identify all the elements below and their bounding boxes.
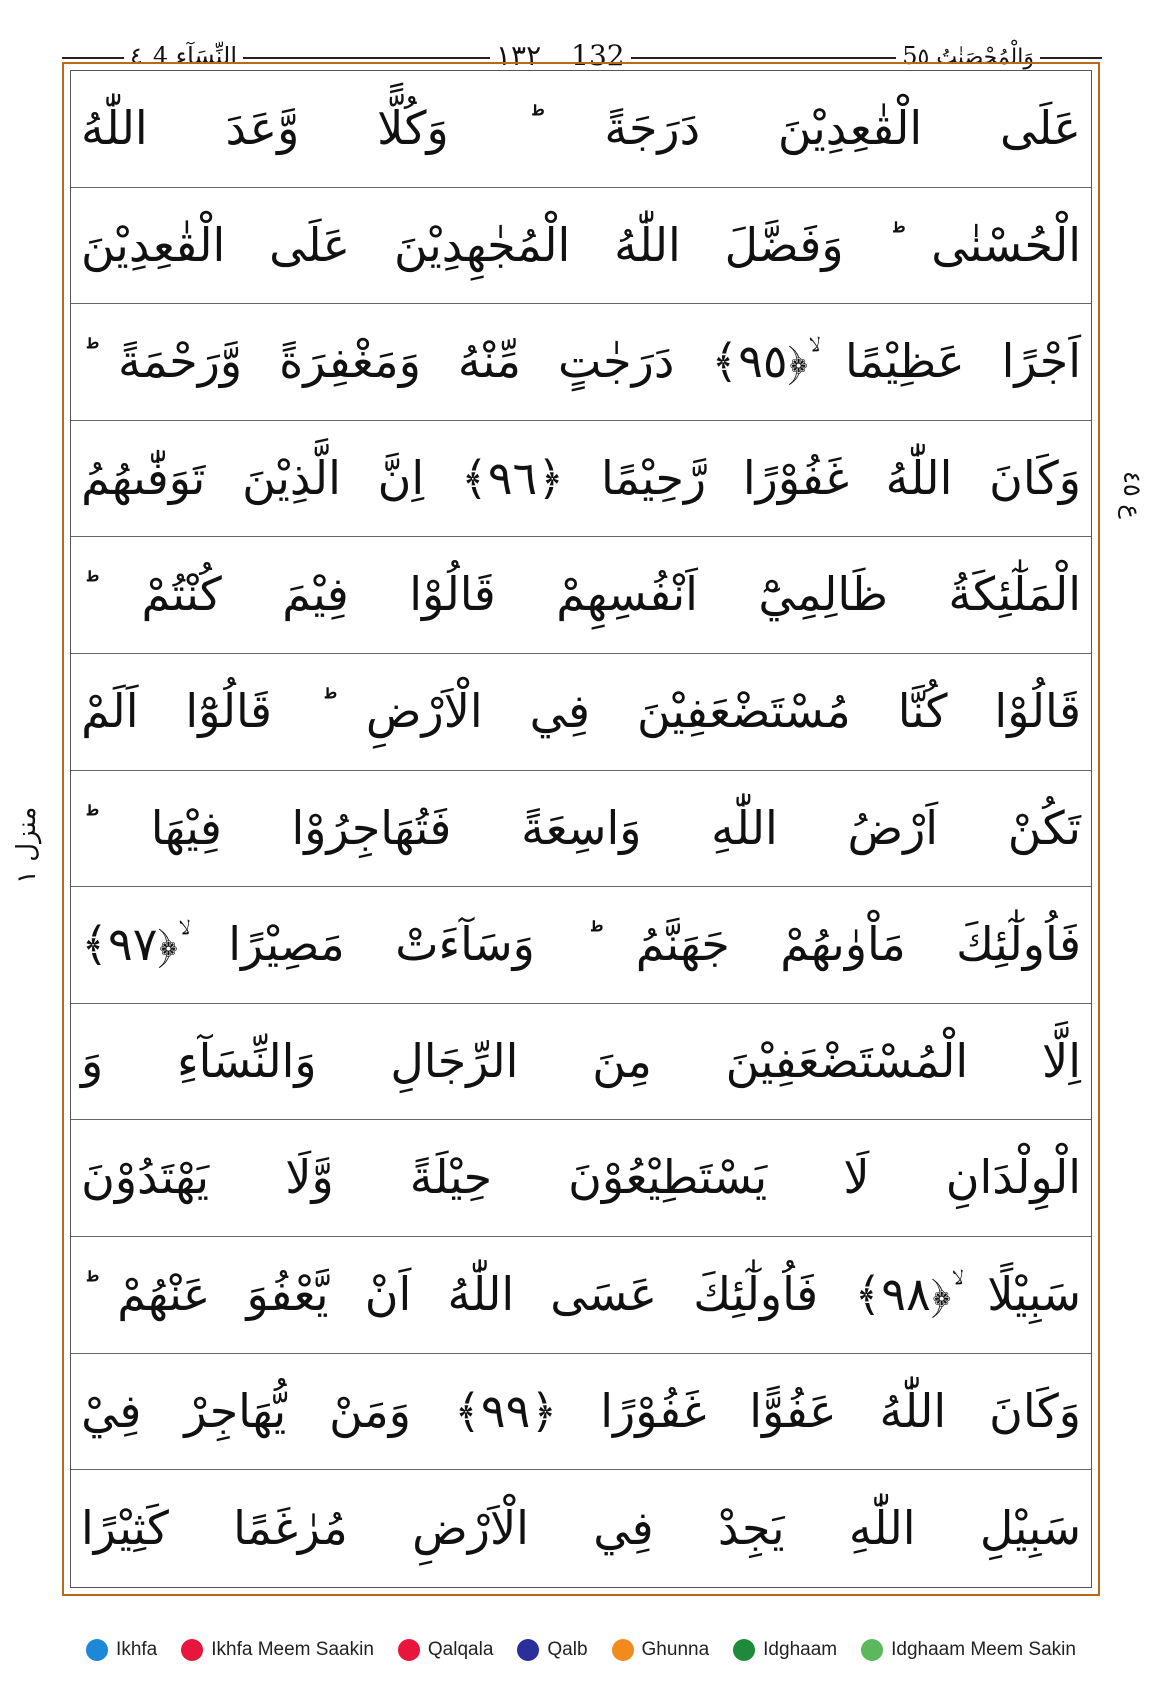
verse-word: يُّهَاجِرْ (184, 1383, 287, 1438)
page-number: 132 (571, 39, 625, 72)
verse-word: الرِّجَالِ (390, 1033, 519, 1088)
verse-word: وَمَنْ (329, 1383, 412, 1438)
verse-word: الْمُسْتَضْعَفِيْنَ (725, 1033, 969, 1088)
verse-word: كُنْتُمْ (141, 567, 222, 622)
verse-line-6 (71, 654, 1091, 771)
verse-word: جَهَنَّمُ (635, 917, 730, 972)
verse-word: وَّلَا (285, 1150, 334, 1205)
verse-word: فَاُولٰٓئِكَ (693, 1267, 819, 1322)
legend-item-ikhfa (86, 1639, 157, 1661)
legend-label: Idghaam Meem Sakin (891, 1639, 1076, 1660)
verse-text (81, 916, 1081, 974)
legend-label: Idghaam (763, 1639, 838, 1660)
verse-word: تَوَفّٰىهُمُ (81, 450, 206, 505)
verse-line-1 (71, 71, 1091, 188)
verse-line-11 (71, 1237, 1091, 1354)
verse-word: غَفُوْرًا (600, 1383, 707, 1438)
verse-word: ﴿٩٦﴾ (460, 450, 565, 505)
verse-word: اللّٰهُ (879, 1383, 947, 1438)
verse-word: تَكُنْ (1007, 800, 1081, 855)
verse-word: اللّٰهُ (614, 217, 681, 272)
verse-word: عَظِيْمًا (844, 334, 965, 389)
legend-dot (612, 1639, 634, 1661)
verse-word: ﴿٩٩﴾ (453, 1383, 558, 1438)
verse-word: اللّٰهُ (81, 101, 148, 156)
verse-text (81, 683, 1081, 741)
verse-word: الْمَلٰٓئِكَةُ (948, 567, 1081, 622)
verse-word: فِي (593, 1500, 654, 1555)
verse-text (81, 217, 1081, 275)
verse-word: الْوِلْدَانِ (945, 1150, 1081, 1205)
verse-word: فِيْ (81, 1383, 142, 1438)
verse-word: وَاسِعَةً (521, 800, 642, 855)
legend-label: Ikhfa Meem Saakin (211, 1639, 374, 1660)
verse-word: ظَالِمِيْٓ (758, 567, 888, 622)
verse-word: اللّٰهِ (848, 1500, 916, 1555)
verse-word: يَجِدْ (717, 1500, 785, 1555)
verse-word: مِنَ (592, 1033, 652, 1088)
verse-word: حِيْلَةً (409, 1150, 493, 1205)
verse-word: عَلَى (999, 101, 1081, 156)
legend-item-qalb (517, 1639, 587, 1661)
verse-word: يَّعْفُوَ (246, 1267, 329, 1322)
verse-word: اللّٰهُ (885, 450, 953, 505)
verse-word: دَرَجٰتٍ (558, 334, 675, 389)
verse-word: وَمَغْفِرَةً (279, 334, 421, 389)
verse-word: اَنْفُسِهِمْ (556, 567, 698, 622)
verse-word: فَتُهَاجِرُوْا (291, 800, 452, 855)
verse-line-5 (71, 537, 1091, 654)
ruku-marker: ع ٤٥ (1118, 471, 1146, 519)
verse-word: كَثِيْرًا (81, 1500, 169, 1555)
legend-label: Qalqala (427, 1639, 494, 1660)
verse-text (81, 1383, 1081, 1441)
verse-word: اِنَّ (377, 450, 425, 505)
juz-number: 5 (902, 42, 918, 70)
tajweed-legend (0, 1632, 1162, 1668)
verse-word: قَالُوْٓا (185, 684, 272, 739)
verse-text (81, 1033, 1081, 1091)
verse-word: عَنْهُمْ (117, 1267, 211, 1322)
verse-word: ۙ﴿٩٧﴾ (81, 917, 178, 972)
verse-word: فِيْمَ (282, 567, 349, 622)
verse-word: الَّذِيْنَ (242, 450, 341, 505)
legend-dot (398, 1639, 420, 1661)
verse-word: وَكُلًّا (377, 101, 449, 156)
verse-line-7 (71, 771, 1091, 888)
verse-word: يَسْتَطِيْعُوْنَ (568, 1150, 768, 1205)
verse-line-9 (71, 1004, 1091, 1121)
verse-text (81, 1500, 1081, 1558)
verse-text (81, 333, 1081, 391)
verse-line-3 (71, 304, 1091, 421)
legend-dot (861, 1639, 883, 1661)
verse-word: يَهْتَدُوْنَ (81, 1150, 210, 1205)
verse-word: اَجْرًا (1001, 334, 1081, 389)
juz-name: وَالْمُحْصَنٰتُ ٥ (917, 45, 1034, 70)
verse-word: اللّٰهُ (447, 1267, 515, 1322)
verse-text (81, 800, 1081, 858)
verse-word: وَفَضَّلَ (724, 217, 844, 272)
verse-word: وَكَانَ (989, 1383, 1081, 1438)
verse-word: كُنَّا (897, 684, 948, 739)
verse-word: اِلَّا (1041, 1033, 1081, 1088)
verse-line-4 (71, 421, 1091, 538)
verse-text (81, 1266, 1081, 1324)
legend-dot (517, 1639, 539, 1661)
surah-name: النِّسَآء ٤ (130, 42, 238, 70)
verse-word: عَسَى (550, 1267, 658, 1322)
legend-item-qalqala (398, 1639, 494, 1661)
verse-word: غَفُوْرًا (742, 450, 849, 505)
verse-word: سَبِيْلِ (979, 1500, 1081, 1555)
legend-label: Ghunna (641, 1639, 710, 1660)
verse-word: عَلَى (269, 217, 351, 272)
verse-word: وَسَآءَتْ (395, 917, 535, 972)
legend-dot (733, 1639, 755, 1661)
manzil-marker: منزل ١ (12, 806, 42, 884)
verse-word: اَرْضُ (847, 800, 939, 855)
verse-word: وَكَانَ (989, 450, 1081, 505)
legend-label: Qalb (547, 1639, 588, 1660)
verse-word: اَلَمْ (81, 684, 139, 739)
page-number-arabic: ١٣٢ (496, 39, 542, 72)
verse-word: ۙ﴿٩٨﴾ (854, 1267, 952, 1322)
verse-text (81, 100, 1081, 158)
verse-word: مَصِيْرًا (228, 917, 345, 972)
verse-word: قَالُوْا (994, 684, 1081, 739)
verse-lines (71, 71, 1091, 1587)
verse-word: رَّحِيْمًا (600, 450, 707, 505)
verse-word: وَالنِّسَآءِ (177, 1033, 317, 1088)
legend-dot (86, 1639, 108, 1661)
verse-word: وَّرَحْمَةً (118, 334, 243, 389)
verse-line-13 (71, 1470, 1091, 1587)
verse-word: قَالُوْا (409, 567, 496, 622)
verse-word: فِي (529, 684, 590, 739)
legend-label: Ikhfa (116, 1639, 158, 1660)
surah-number: 4 (152, 42, 169, 70)
verse-word: وَّعَدَ (225, 101, 300, 156)
verse-word: مَاْوٰىهُمْ (780, 917, 906, 972)
verse-line-12 (71, 1354, 1091, 1471)
legend-item-ikhfa-meem-saakin (181, 1639, 374, 1661)
verse-word: مُسْتَضْعَفِيْنَ (636, 684, 851, 739)
legend-item-idghaam-meem-sakin (861, 1639, 1076, 1661)
verse-word: دَرَجَةً (604, 101, 701, 156)
verse-word: ۙ﴿٩٥﴾ (711, 334, 809, 389)
verse-word: فِيْهَا (150, 800, 222, 855)
verse-word: سَبِيْلًا (987, 1267, 1081, 1322)
legend-item-idghaam (733, 1639, 837, 1661)
verse-word: الْقٰعِدِيْنَ (81, 217, 226, 272)
verse-line-10 (71, 1120, 1091, 1237)
legend-dot (181, 1639, 203, 1661)
verse-word: الْاَرْضِ (412, 1500, 529, 1555)
verse-word: الْحُسْنٰى (931, 217, 1081, 272)
verse-word: اَنْ (364, 1267, 412, 1322)
verse-word: مُرٰغَمًا (233, 1500, 348, 1555)
verse-word: فَاُولٰٓئِكَ (956, 917, 1081, 972)
verse-line-8 (71, 887, 1091, 1004)
verse-word: اللّٰهِ (711, 800, 778, 855)
verse-word: لَا (843, 1150, 870, 1205)
verse-word: الْاَرْضِ (365, 684, 483, 739)
verse-word: وَ (81, 1033, 104, 1088)
verse-line-2 (71, 188, 1091, 305)
verse-word: الْمُجٰهِدِيْنَ (393, 217, 571, 272)
verse-text (81, 566, 1081, 624)
verse-text (81, 1149, 1081, 1207)
verse-word: الْقٰعِدِيْنَ (777, 101, 923, 156)
verse-word: عَفُوًّا (749, 1383, 837, 1438)
legend-item-ghunna (612, 1639, 710, 1661)
verse-word: مِّنْهُ (457, 334, 522, 389)
verse-text (81, 450, 1081, 508)
